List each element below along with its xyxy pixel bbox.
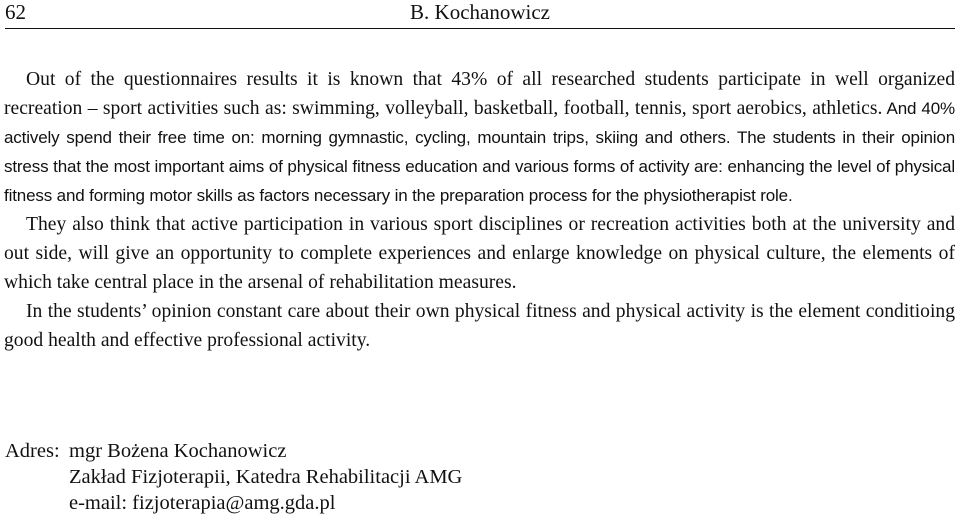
paragraph-2: They also think that active participation in various sport disciplines or recreation activities both at the university and out side, will give an opportunity to complete experiences and enlarge knowledge on physical culture, the elements of which take central place in the arsenal of rehabilitation measures. bbox=[4, 214, 955, 293]
address-label: Adres: bbox=[5, 440, 60, 462]
paragraph-1-sentence-2: And 40% actively spend their free time on: morning gymnastic, cycling, mountain trips, skiing and others. bbox=[4, 99, 955, 147]
paragraph-1-sentence-1: Out of the questionnaires results it is known that 43% of all researched students participate in well organized recreation – sport activities such as: swimming, volleyball, basketball, football, tennis, sport aerobics, athletics. bbox=[4, 69, 955, 119]
address-spacer bbox=[5, 464, 69, 490]
address-institution: Zakład Fizjoterapii, Katedra Rehabilitacji AMG bbox=[69, 466, 463, 488]
page-number: 62 bbox=[5, 0, 26, 24]
address-name: mgr Bożena Kochanowicz bbox=[69, 440, 287, 462]
address-spacer bbox=[5, 490, 69, 516]
address-email: e-mail: fizjoterapia@amg.gda.pl bbox=[69, 492, 336, 514]
paragraph-1 bbox=[4, 65, 955, 210]
paragraph-3: In the students’ opinion constant care about their own physical fitness and physical activity is the element conditioing good health and effective professional activity. bbox=[4, 301, 955, 351]
address-row-institution bbox=[5, 464, 462, 490]
paragraph-1-sentence-3: The students in their opinion stress that the most important aims of physical fitness education and various forms of activity are: enhancing the level of physical fitness and forming motor skills as factors necessary in the preparation process for the physiotherapist role. bbox=[4, 128, 955, 205]
header-author: B. Kochanowicz bbox=[410, 0, 550, 24]
running-header bbox=[5, 0, 955, 26]
body-text bbox=[4, 65, 955, 355]
header-rule bbox=[5, 28, 955, 29]
address-row-email bbox=[5, 490, 462, 516]
address-row-name bbox=[5, 438, 462, 464]
address-block bbox=[5, 438, 462, 516]
